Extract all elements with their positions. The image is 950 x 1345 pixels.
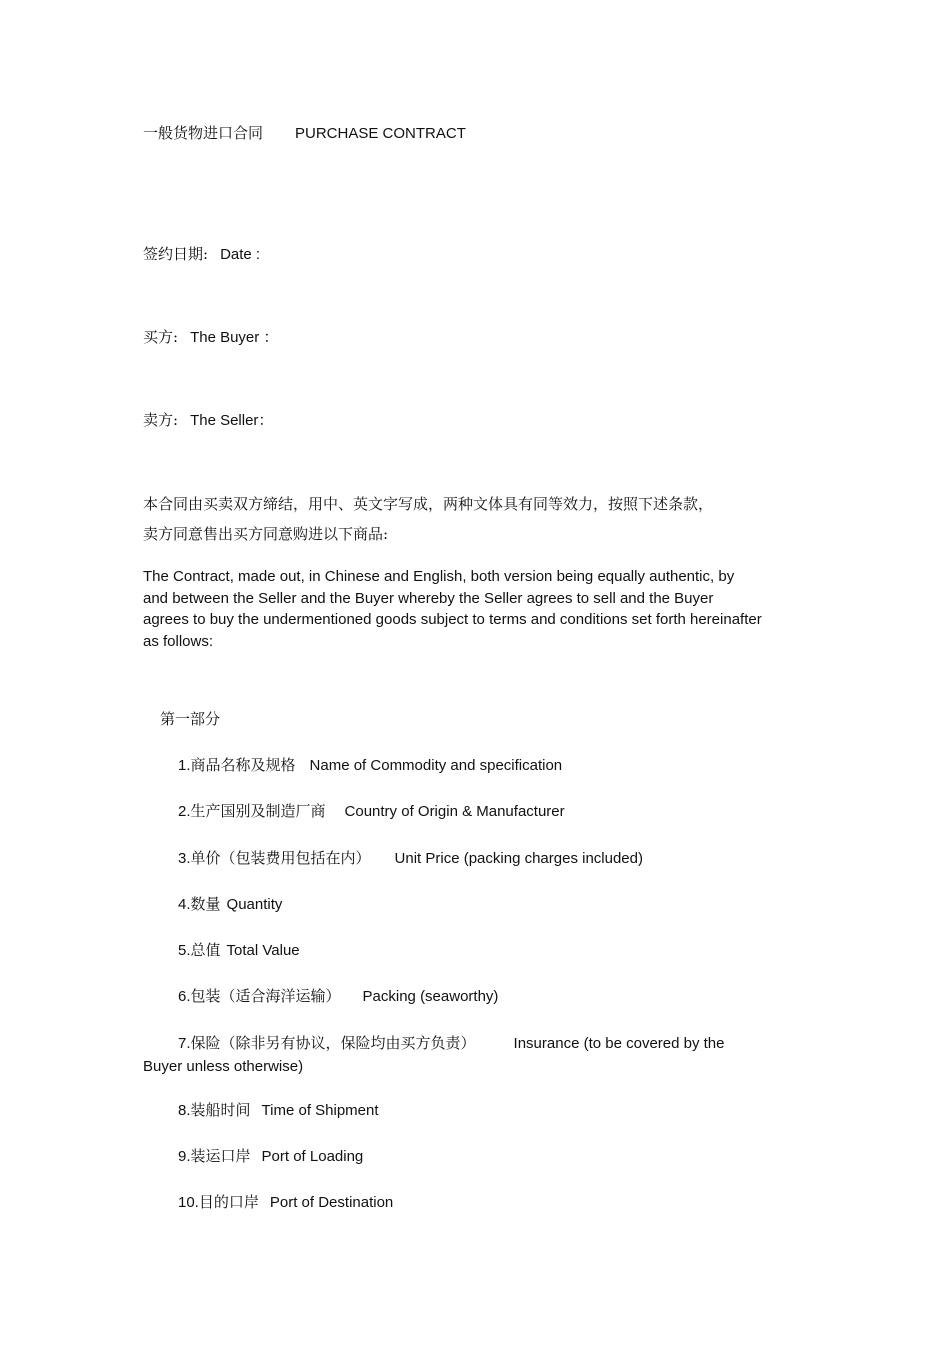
- clause-item: [178, 1100, 379, 1121]
- clause-label-chinese: 总值: [190, 941, 221, 959]
- clause-label-chinese: 装船时间: [190, 1101, 251, 1119]
- clause-label-english: Packing (seaworthy): [362, 988, 499, 1005]
- clause-label-chinese: 包装（适合海洋运输）: [190, 987, 341, 1005]
- clause-label-english: Port of Destination: [269, 1194, 394, 1211]
- seller-label-english: The Seller：: [190, 412, 274, 429]
- clause-number: 9.: [178, 1148, 191, 1165]
- clause-number: 1.: [178, 757, 191, 774]
- clause-item: [178, 755, 562, 776]
- intro-chinese-line-1: 本合同由买卖双方缔结，用中、英文字写成，两种文体具有同等效力，按照下述条款，: [143, 495, 714, 513]
- clause-number: 2.: [178, 803, 191, 820]
- clause-label-english: Insurance (to be covered by the: [513, 1035, 725, 1052]
- clause-label-chinese: 生产国别及制造厂商: [190, 802, 326, 820]
- clause-item: [178, 848, 643, 869]
- clause-label-english: Quantity: [226, 896, 283, 913]
- clause-item: [178, 1192, 393, 1213]
- seller-field: [143, 410, 273, 431]
- buyer-label-english: The Buyer ：: [190, 329, 279, 346]
- buyer-label-chinese: 买方:: [143, 328, 179, 346]
- clause-label-chinese: 目的口岸: [198, 1193, 259, 1211]
- clause-label-chinese: 保险（除非另有协议，保险均由买方负责）: [190, 1034, 476, 1052]
- clause-item: [178, 940, 300, 961]
- clause-continuation: Buyer unless otherwise): [143, 1058, 304, 1075]
- date-label-english: Date :: [220, 246, 261, 263]
- part-one-heading: 第一部分: [160, 710, 221, 728]
- clause-label-english: Country of Origin & Manufacturer: [344, 803, 565, 820]
- clause-number: 4.: [178, 896, 191, 913]
- clause-label-english: Name of Commodity and specification: [309, 757, 563, 774]
- clause-number: 3.: [178, 850, 191, 867]
- clause-label-chinese: 装运口岸: [190, 1147, 251, 1165]
- date-field: [143, 244, 260, 265]
- clause-item: [178, 1033, 725, 1054]
- buyer-field: [143, 327, 278, 348]
- title-chinese: 一般货物进口合同: [143, 124, 264, 142]
- clause-label-chinese: 单价（包装费用包括在内）: [190, 849, 371, 867]
- clause-number: 7.: [178, 1035, 191, 1052]
- clause-number: 8.: [178, 1102, 191, 1119]
- clause-number: 5.: [178, 942, 191, 959]
- clause-item: [178, 801, 565, 822]
- seller-label-chinese: 卖方:: [143, 411, 179, 429]
- intro-chinese-line-2: 卖方同意售出买方同意购进以下商品:: [143, 525, 389, 543]
- document-title: [143, 123, 466, 144]
- clause-item: [178, 1146, 363, 1167]
- clause-number: 10.: [178, 1194, 199, 1211]
- clause-item: [178, 894, 282, 915]
- clause-label-english: Time of Shipment: [261, 1102, 379, 1119]
- clause-label-chinese: 数量: [190, 895, 221, 913]
- clause-label-chinese: 商品名称及规格: [190, 756, 296, 774]
- title-english: PURCHASE CONTRACT: [295, 125, 466, 142]
- clause-label-english: Port of Loading: [261, 1148, 364, 1165]
- clause-label-english: Total Value: [226, 942, 300, 959]
- clause-item: [178, 986, 498, 1007]
- intro-english-paragraph: The Contract, made out, in Chinese and English, both version being equally authentic, by and between the Seller and the Buyer whereby the Seller agrees to sell and the Buyer agrees to buy the undermentioned goods subject to terms and conditions set forth hereinafter as follows:: [143, 568, 762, 650]
- clause-number: 6.: [178, 988, 191, 1005]
- date-label-chinese: 签约日期:: [143, 245, 209, 263]
- clause-label-english: Unit Price (packing charges included): [394, 850, 643, 867]
